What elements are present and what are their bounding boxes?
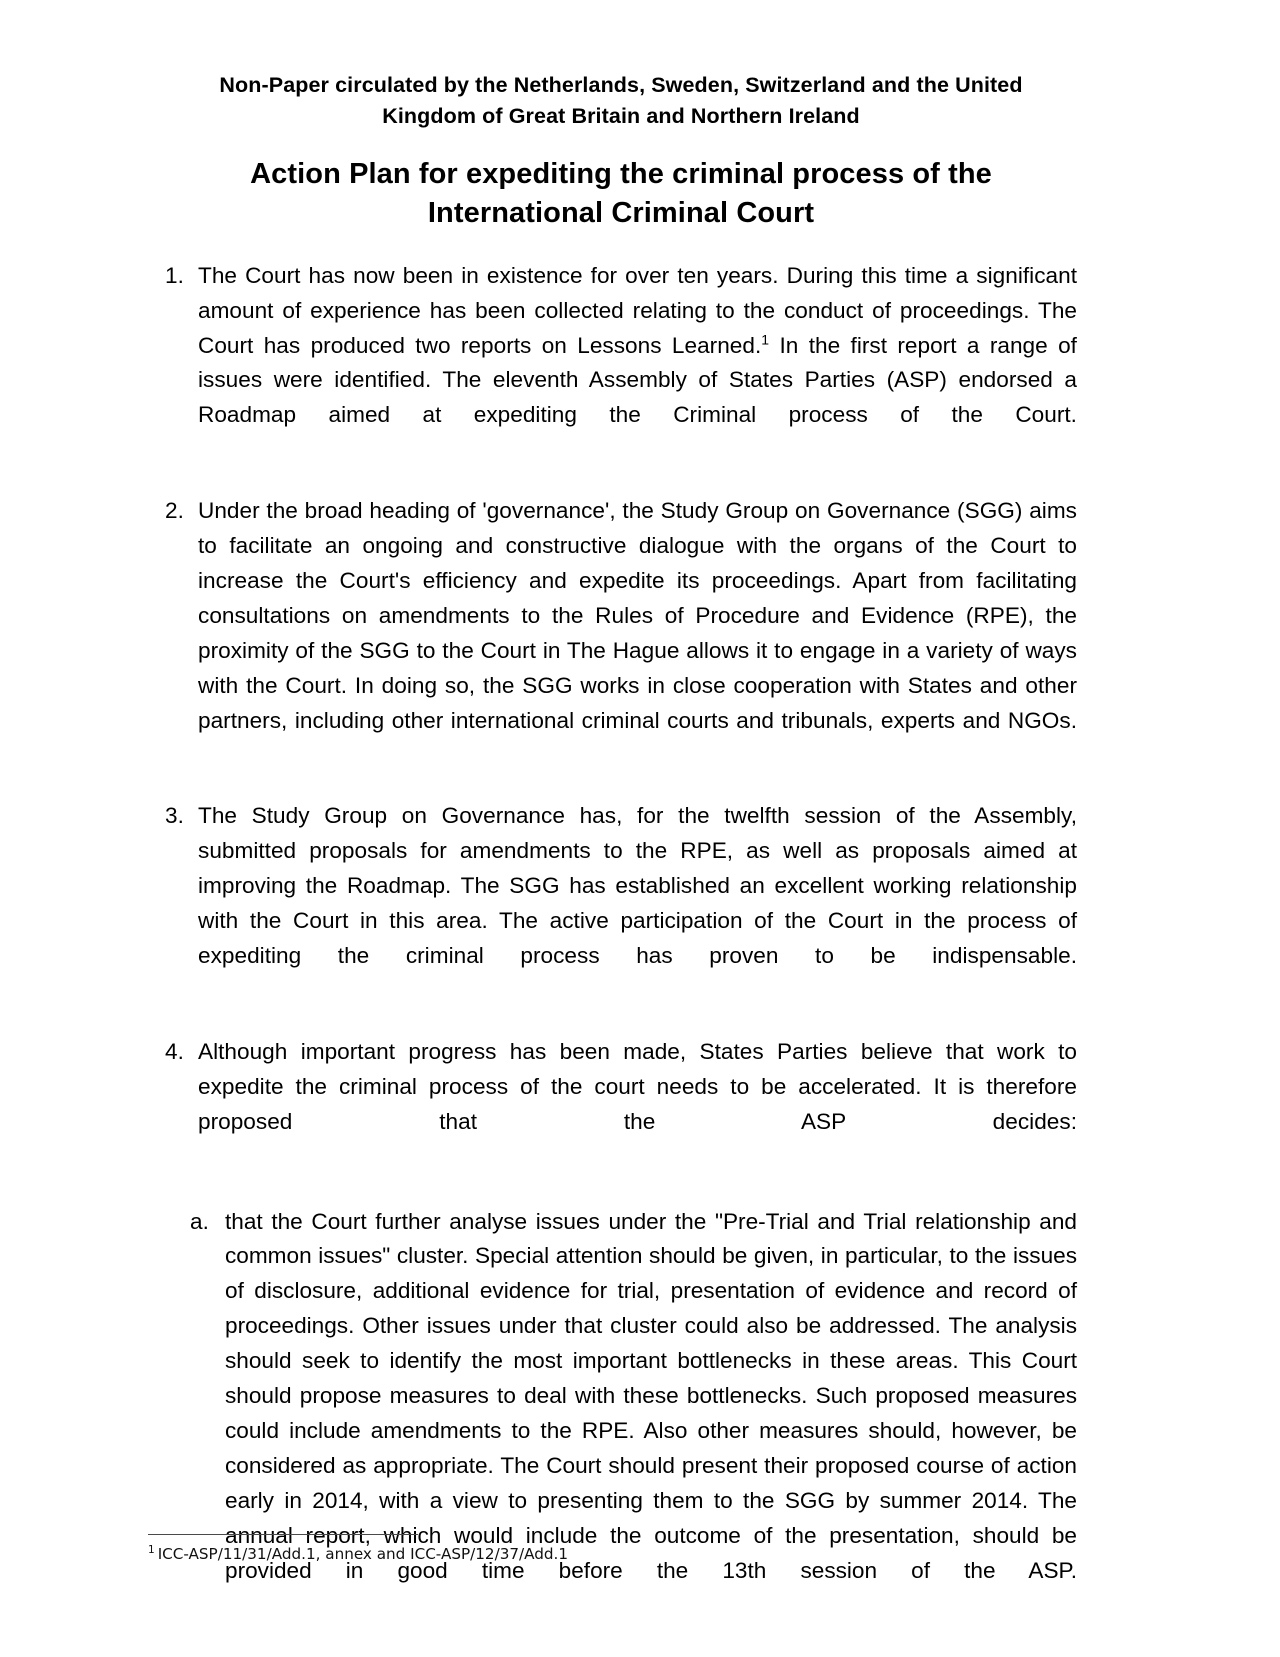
clause-text xyxy=(198,259,1077,468)
clause-text-part-before-footnote: The Court has now been in existence for over ten years. During this time a significant amount of experience has been collected relating to the conduct of proceedings. The Court has produced two reports on Lessons Learned. xyxy=(198,262,1077,358)
footnote-marker: 1 xyxy=(148,1544,155,1556)
clause-item-2 xyxy=(165,494,1077,773)
clause-marker: 4. xyxy=(165,1038,184,1064)
clause-marker: 2. xyxy=(165,498,184,524)
numbered-clause-list xyxy=(165,259,1077,1175)
footnote-item xyxy=(148,1544,1078,1565)
footnote-separator xyxy=(148,1534,418,1535)
clause-text-part-after-footnote: In the first report a range of issues were identified. The eleventh Assembly of States Parties (ASP) endorsed a Roadmap aimed at expediting the Criminal process of the Court. xyxy=(198,332,1077,428)
footnote-area xyxy=(148,1534,1078,1565)
sub-clause-text: that the Court further analyse issues under the "Pre-Trial and Trial relationship and common issues" cluster. Special attention should be given, in particular, to the issues of disclosure, additional evidence for trial, presentation of evidence and record of proceedings. Other issues under that cluster could also be addressed. The analysis should seek to identify the most important bottlenecks in these areas. This Court should propose measures to deal with these bottlenecks. Such proposed measures could include amendments to the RPE. Also other measures should, however, be considered as appropriate. The Court should present their proposed course of action early in 2014, with a view to presenting them to the SGG by summer 2014. The annual report, which would include the outcome of the presentation, should be provided in good time before the 13th session of the ASP. xyxy=(225,1208,1077,1583)
clause-marker: 3. xyxy=(165,803,184,829)
page-title: Action Plan for expediting the criminal process of the International Criminal Court xyxy=(250,158,992,229)
clause-item-3 xyxy=(165,799,1077,1008)
clause-item-1 xyxy=(165,259,1077,468)
clause-marker: 1. xyxy=(165,262,184,288)
clause-item-4 xyxy=(165,1035,1077,1175)
footnote-text: ICC-ASP/11/31/Add.1, annex and ICC-ASP/12/37/Add.1 xyxy=(157,1545,569,1564)
clause-text: Although important progress has been made, States Parties believe that work to expedite the criminal process of the court needs to be accelerated. It is therefore proposed that the ASP decides: xyxy=(198,1038,1077,1134)
document-header-line: Non-Paper circulated by the Netherlands, Sweden, Switzerland and the United Kingdom of Great Britain and Northern Ireland xyxy=(219,73,1023,128)
document-content xyxy=(165,0,1077,1623)
clause-text: The Study Group on Governance has, for the twelfth session of the Assembly, submitted proposals for amendments to the RPE, as well as proposals aimed at improving the Roadmap. The SGG has established an excellent working relationship with the Court in this area. The active participation of the Court in the process of expediting the criminal process has proven to be indispensable. xyxy=(198,803,1077,969)
sub-clause-marker: a. xyxy=(190,1208,209,1234)
footnote-reference[interactable]: 1 xyxy=(761,331,770,348)
clause-text: Under the broad heading of 'governance', the Study Group on Governance (SGG) aims to facilitate an ongoing and constructive dialogue with the organs of the Court to increase the Court's efficiency and expedite its proceedings. Apart from facilitating consultations on amendments to the Rules of Procedure and Evidence (RPE), the proximity of the SGG to the Court in The Hague allows it to engage in a variety of ways with the Court. In doing so, the SGG works in close cooperation with States and other partners, including other international criminal courts and tribunals, experts and NGOs. xyxy=(198,498,1077,733)
